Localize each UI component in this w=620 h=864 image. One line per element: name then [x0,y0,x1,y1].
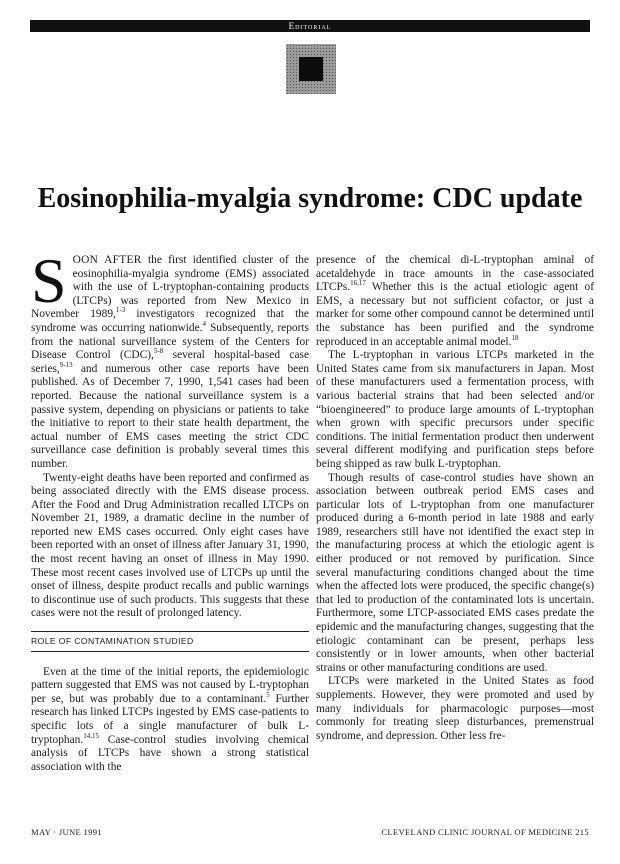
paragraph-marketing: LTCPs were marketed in the United States as food supplements. However, they were promoted and used by many individuals for pharmacologic purposes—most commonly for treating sleep disturbances, premenstrual syndrome, and depression. Other less fre- [316,675,594,742]
section-label: Editorial [288,21,332,31]
citation: 1-3 [115,306,126,315]
text-run: Even at the time of the initial reports, the epidemiologic pattern suggested that EMS was not caused by L-tryptophan per se, but was probably due to a contaminant. [31,665,309,705]
citation: 9-13 [59,360,73,369]
text-run: several hospital-based case series, [31,349,309,375]
section-banner [30,20,590,32]
article-column-right [316,254,594,743]
citation: 16,17 [350,279,366,288]
editorial-emblem-icon [286,44,336,94]
paragraph-continued [316,254,594,349]
citation: 4 [202,320,207,329]
citation: 14,15 [83,731,99,740]
footer-journal-page: CLEVELAND CLINIC JOURNAL OF MEDICINE 215 [381,827,589,837]
lead-in: OON AFTER [72,254,142,266]
citation: 5-8 [153,347,164,356]
text-run: Whether this is the actual etiologic agent of EMS, a necessary but not sufficient cofactor, or just a marker for some other compound cannot be determined until the substance has been purified and the syndrome reproduced in an acceptable animal model. [316,281,594,348]
text-run: presence of the chemical di-L-tryptophan aminal of acetaldehyde in trace amounts in the case-associated LTCPs. [316,254,594,294]
emblem-square [299,57,323,81]
citation: 18 [511,333,519,342]
section-heading: ROLE OF CONTAMINATION STUDIED [31,631,309,652]
text-run: Subsequently, reports from the national surveillance system of the Centers for Disease Control (CDC), [31,321,309,362]
paragraph-case-control: Though results of case-control studies have shown an association between outbreak period EMS cases and particular lots of L-tryptophan from one manufacturer produced during a 6-month period in late 1988 and early 1989, researchers still have not identified the exact step in the manufacturing process at which the etiologic agent is either produced or not removed by purification. Since several manufacturing conditions changed about the time when the affected lots were produced, the specific change(s) that led to production of the contaminated lots is uncertain. Furthermore, some LTCP-associated EMS cases predate the epidemic and the manufacturing changes, suggesting that the etiologic contaminant can be present, perhaps less consistently or in lower amounts, when other bacterial strains or other manufacturing conditions are used. [316,471,594,674]
paragraph-manufacturers: The L-tryptophan in various LTCPs marketed in the United States came from six manufacturers in Japan. Most of these manufacturers used a fermentation process, with various bacterial strains that had been selected and/or “bioengineered” to produce large amounts of L-tryptophan when grown with specific precursors under specific conditions. The initial fermentation product then underwent several different modifying and purification steps before being shipped as raw bulk L-tryptophan. [316,349,594,470]
paragraph-3 [31,666,309,775]
text-run: the first identified cluster of the eosinophilia-myalgia syndrome (EMS) associated with the use of L-tryptophan-containing products (LTCPs) was reported from New Mexico in November 1989, [31,254,309,321]
text-run: investigators recognized that the syndrome was occurring nationwide. [31,308,309,334]
footer-issue-date: MAY · JUNE 1991 [31,827,102,837]
article-column-left [31,245,309,774]
citation: 5 [266,691,270,700]
drop-cap: S [31,245,67,316]
text-run: Further research has linked LTCPs ingested by EMS case-patients to specific lots of a single manufacturer of bulk L-tryptophan. [31,692,309,746]
article-title: Eosinophilia-myalgia syndrome: CDC update [37,183,583,214]
text-run: and numerous other case reports have been published. As of December 7, 1990, 1,541 cases had been reported. Because the national surveillance system is a passive system, depending on physicians or patients to take the initiative to report to their state health department, the actual number of EMS cases meeting the strict CDC surveillance case definition is probably several times this number. [31,362,309,470]
paragraph-1 [31,245,309,472]
paragraph-2: Twenty-eight deaths have been reported and confirmed as being associated directly with the EMS disease process. After the Food and Drug Administration recalled LTCPs on November 21, 1989, a dramatic decline in the number of reported new EMS cases occurred. Only eight cases have been reported with an onset of illness after January 31, 1990, the most recent having an onset of illness in May 1990. These most recent cases involved use of LTCPs up until the onset of illness, despite product recalls and public warnings to discontinue use of such products. This suggests that these cases were not the result of prolonged latency. [31,471,309,620]
text-run: Case-control studies involving chemical analysis of LTCPs have shown a strong statistical association with the [31,733,309,773]
